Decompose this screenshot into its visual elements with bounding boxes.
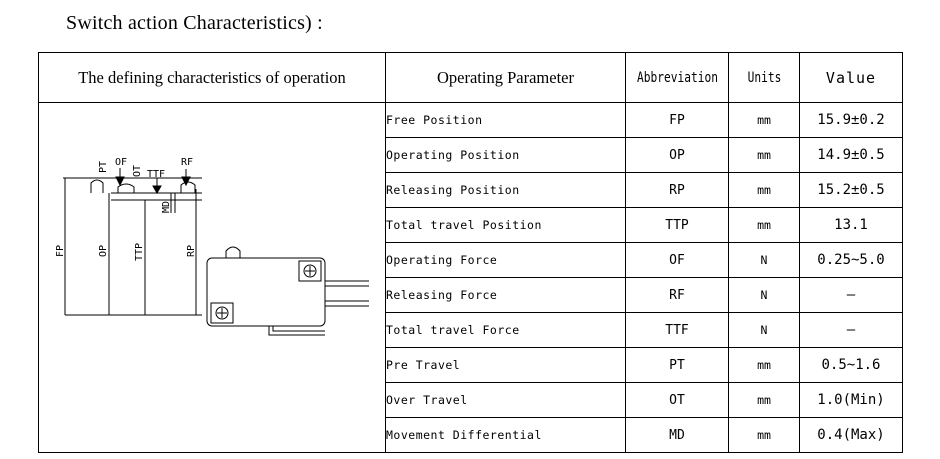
param-value: 13.1 xyxy=(800,208,903,243)
param-value: 15.9±0.2 xyxy=(800,103,903,138)
switch-diagram xyxy=(39,103,385,451)
param-abbr: OF xyxy=(626,243,729,278)
param-unit: mm xyxy=(729,383,800,418)
label-rf: RF xyxy=(181,157,194,168)
label-op: OP xyxy=(98,244,109,257)
header-diagram: The defining characteristics of operation xyxy=(39,53,386,103)
label-pt: PT xyxy=(98,160,109,173)
param-abbr: TTP xyxy=(626,208,729,243)
param-value: 0.4(Max) xyxy=(800,418,903,453)
header-units: Units xyxy=(736,53,793,103)
param-name: Operating Force xyxy=(386,243,626,278)
param-name: Releasing Position xyxy=(386,173,626,208)
param-unit: mm xyxy=(729,173,800,208)
param-abbr: OT xyxy=(626,383,729,418)
label-ttf: TTF xyxy=(147,169,166,180)
table-row xyxy=(39,103,903,138)
label-rp: RP xyxy=(186,244,197,257)
param-name: Over Travel xyxy=(386,383,626,418)
param-name: Releasing Force xyxy=(386,278,626,313)
param-unit: mm xyxy=(729,103,800,138)
label-md: MD xyxy=(161,200,172,213)
label-fp: FP xyxy=(55,244,66,257)
param-value: 15.2±0.5 xyxy=(800,173,903,208)
param-name: Free Position xyxy=(386,103,626,138)
param-value: 1.0(Min) xyxy=(800,383,903,418)
label-ttp: TTP xyxy=(134,242,145,261)
param-unit: mm xyxy=(729,348,800,383)
param-name: Movement Differential xyxy=(386,418,626,453)
param-unit: mm xyxy=(729,418,800,453)
label-of: OF xyxy=(115,157,128,168)
header-parameter: Operating Parameter xyxy=(386,53,626,103)
param-unit: mm xyxy=(729,208,800,243)
header-value: Value xyxy=(800,53,903,103)
param-value: 0.5~1.6 xyxy=(800,348,903,383)
page-title: Switch action Characteristics) : xyxy=(66,12,323,34)
param-value: — xyxy=(800,313,903,348)
param-name: Total travel Position xyxy=(386,208,626,243)
param-abbr: RF xyxy=(626,278,729,313)
param-abbr: PT xyxy=(626,348,729,383)
param-name: Total travel Force xyxy=(386,313,626,348)
param-abbr: TTF xyxy=(626,313,729,348)
param-abbr: MD xyxy=(626,418,729,453)
param-unit: N xyxy=(729,313,800,348)
param-value: 0.25~5.0 xyxy=(800,243,903,278)
param-abbr: RP xyxy=(626,173,729,208)
label-ot: OT xyxy=(132,164,143,177)
param-name: Operating Position xyxy=(386,138,626,173)
param-unit: mm xyxy=(729,138,800,173)
param-value: — xyxy=(800,278,903,313)
param-abbr: OP xyxy=(626,138,729,173)
param-abbr: FP xyxy=(626,103,729,138)
param-unit: N xyxy=(729,278,800,313)
param-value: 14.9±0.5 xyxy=(800,138,903,173)
header-abbreviation: Abbreviation xyxy=(636,53,718,103)
param-name: Pre Travel xyxy=(386,348,626,383)
switch-characteristics-table xyxy=(38,52,903,453)
param-unit: N xyxy=(729,243,800,278)
operation-diagram-cell xyxy=(39,103,386,453)
